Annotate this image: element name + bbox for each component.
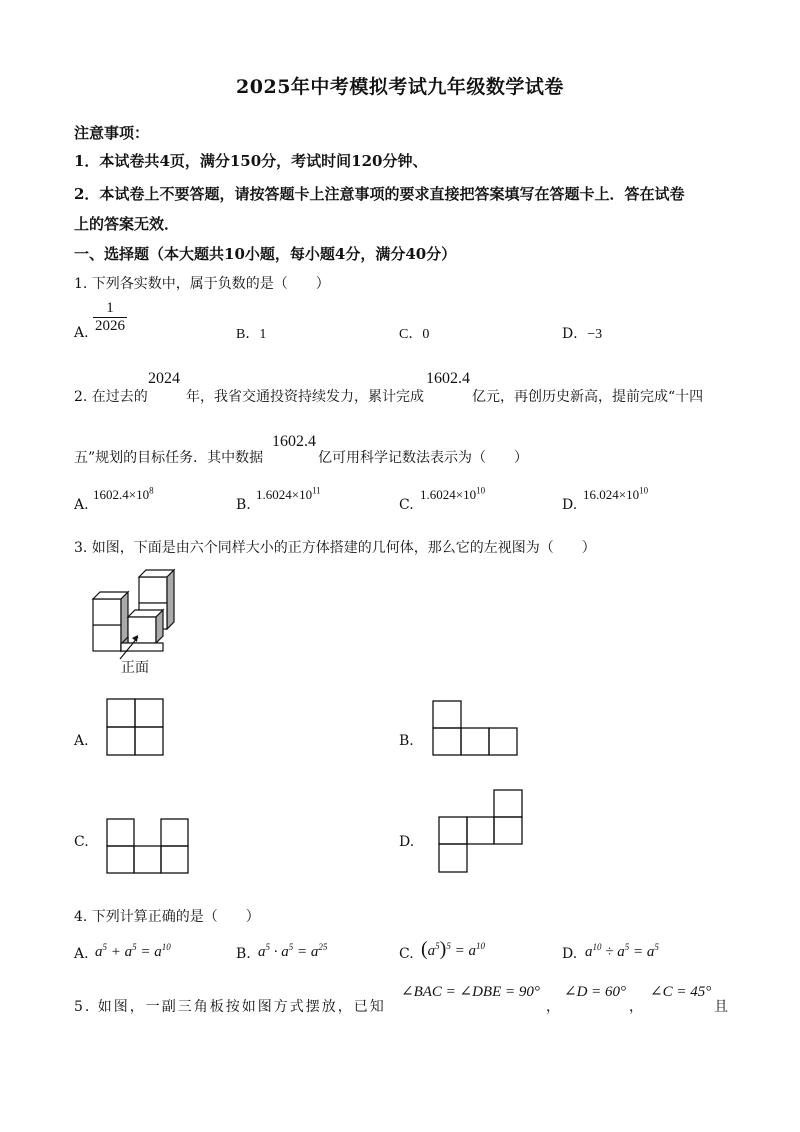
notice-item-2-line-1: 2．本试卷上不要答题，请按答题卡上注意事项的要求直接把答案填写在答题卡上．答在试卷 (74, 185, 685, 203)
q1-option-a-fraction (93, 300, 127, 335)
fraction-numerator: 1 (106, 300, 114, 316)
cube-face (139, 577, 167, 603)
q2-option-a-exponent: 8 (149, 485, 154, 496)
q3-option-c-label: C. (74, 834, 89, 850)
q4-option-b-expression: $a^5 \cdot a^5 = a^{25}$ (258, 942, 328, 960)
question-2-line-2a: 五”规划的目标任务．其中数据 (74, 450, 264, 466)
grid-square (433, 701, 461, 728)
notice-heading: 注意事项： (74, 124, 150, 142)
cube-face (93, 599, 121, 625)
q2-option-d-value (583, 487, 648, 503)
q2-option-d-label: D. (562, 497, 578, 513)
grid-square (461, 728, 489, 755)
q4-option-c-label: C. (399, 946, 414, 962)
q1-option-d (562, 323, 602, 343)
q4-option-d-label: D. (562, 946, 578, 962)
question-1-stem: 1. 下列各实数中，属于负数的是（ ） (74, 276, 330, 292)
grid-square (135, 727, 163, 755)
grid-square (439, 844, 467, 872)
question-2-amount-2: 1602.4 (272, 433, 316, 450)
question-4-stem: 4. 下列计算正确的是（ ） (74, 909, 260, 925)
notice-item-2-line-2: 上的答案无效． (74, 215, 180, 233)
grid-square (107, 819, 134, 846)
q2-option-d-mantissa: 16.024×10 (583, 487, 640, 502)
grid-square (161, 846, 188, 873)
q1-option-d-label: D． (562, 326, 588, 342)
question-2-part-1: 2. 在过去的 (74, 389, 148, 405)
q2-option-b-mantissa: 1.6024×10 (256, 487, 313, 502)
question-2-part-2: 年，我省交通投资持续发力，累计完成 (186, 389, 424, 405)
grid-square (489, 728, 517, 755)
q2-option-c-value (420, 487, 485, 503)
q3-option-d-label: D. (399, 834, 415, 850)
question-2-part-3: 亿元，再创历史新高，提前完成“十四 (472, 389, 704, 405)
grid-square (107, 699, 135, 727)
question-5-separator-2: ， (629, 999, 643, 1015)
q1-option-d-value: −3 (587, 327, 603, 342)
question-5-expression-1: ∠BAC = ∠DBE = 90° (401, 984, 540, 1000)
q4-option-d-expression: $a^{10} \div a^5 = a^5$ (585, 942, 659, 960)
grid-square (161, 819, 188, 846)
q2-option-a-value (93, 487, 154, 503)
q2-option-c-label: C. (399, 497, 414, 513)
q4-option-a-expression: $a^5 + a^5 = a^{10}$ (95, 942, 171, 960)
q3-option-a-figure (106, 697, 166, 757)
q2-option-a-label: A. (74, 497, 89, 513)
question-5-expression-2: ∠D = 60° (564, 984, 627, 1000)
q4-option-a-label: A. (74, 946, 89, 962)
cube-side (167, 570, 174, 629)
q3-option-b-label: B. (399, 733, 414, 749)
question-5-part-1: 5. 如图，一副三角板按如图方式摆放，已知 (74, 999, 386, 1015)
q4-option-b-label: B. (236, 946, 251, 962)
grid-square (467, 817, 494, 844)
q3-option-b-figure (432, 700, 522, 758)
grid-square (494, 817, 522, 844)
grid-square (494, 790, 522, 817)
exam-title: 2025年中考模拟考试九年级数学试卷 (236, 76, 564, 98)
q1-option-c: C．0 (399, 327, 430, 342)
q2-option-b-exponent: 11 (312, 485, 321, 496)
question-5-separator-1: ， (546, 999, 560, 1015)
q3-option-c-figure (106, 817, 192, 877)
cube-face (93, 625, 121, 651)
question-5-expression-3: ∠C = 45° (650, 984, 712, 1000)
question-3-stem: 3. 如图，下面是由六个同样大小的正方体搭建的几何体，那么它的左视图为（ ） (74, 540, 596, 556)
notice-item-1: 1．本试卷共4页，满分150分，考试时间120分钟、 (74, 152, 428, 170)
q2-option-c-exponent: 10 (476, 485, 486, 496)
grid-square (107, 727, 135, 755)
grid-square (439, 817, 467, 844)
q3-option-d-figure (438, 789, 526, 875)
q2-option-c-mantissa: 1.6024×10 (420, 487, 477, 502)
q4-option-c-expression: $(a^5)^5 = a^{10}$ (421, 938, 485, 960)
question-2-year: 2024 (148, 370, 180, 387)
question-5-part-2: 且 (714, 999, 728, 1015)
question-2-line-2b: 亿可用科学记数法表示为（ ） (318, 450, 528, 466)
cube-stack-figure (86, 565, 186, 670)
cube-face (128, 617, 156, 643)
q2-option-d-exponent: 10 (639, 485, 649, 496)
grid-square (135, 699, 163, 727)
grid-square (134, 846, 161, 873)
grid-square (107, 846, 134, 873)
q1-option-b: B．1 (236, 327, 267, 342)
q2-option-b-value (256, 487, 321, 503)
fraction-denominator: 2026 (95, 318, 125, 334)
front-label: 正面 (121, 660, 149, 676)
q3-option-a-label: A. (74, 733, 89, 749)
grid-square (433, 728, 461, 755)
question-2-amount: 1602.4 (426, 370, 470, 387)
section-heading: 一、选择题（本大题共10小题，每小题4分，满分40分） (74, 245, 457, 263)
q2-option-b-label: B. (236, 497, 251, 513)
q1-option-a-label: A. (74, 325, 89, 341)
q2-option-a-mantissa: 1602.4×10 (93, 487, 150, 502)
